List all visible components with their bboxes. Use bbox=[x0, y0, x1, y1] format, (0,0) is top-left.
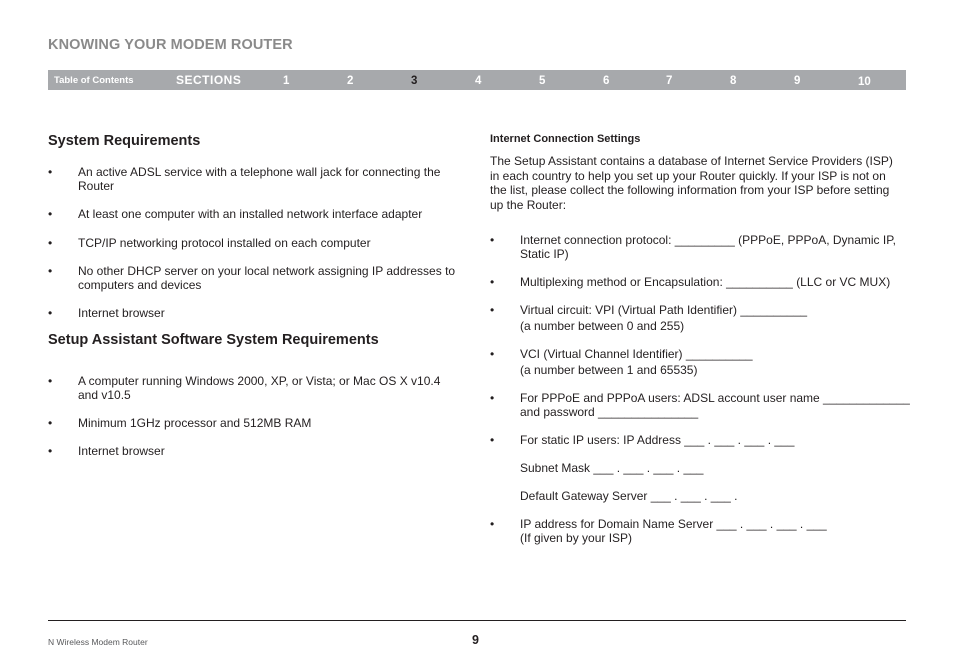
list-item bbox=[48, 444, 458, 458]
list-item bbox=[48, 306, 458, 320]
bullet-icon: • bbox=[490, 517, 495, 531]
list-item bbox=[48, 374, 458, 402]
section-link-3-current[interactable]: 3 bbox=[411, 75, 418, 87]
list-item-text: Virtual circuit: VPI (Virtual Path Identifier) __________ bbox=[520, 303, 808, 317]
list-item bbox=[48, 264, 458, 292]
list-item-note: (a number between 0 and 255) bbox=[520, 319, 685, 333]
list-item bbox=[48, 165, 458, 193]
section-link-2[interactable]: 2 bbox=[347, 75, 354, 87]
subnet-mask-line: Subnet Mask ___ . ___ . ___ . ___ bbox=[520, 461, 704, 475]
left-column bbox=[48, 133, 458, 458]
bullet-icon: • bbox=[48, 236, 53, 250]
list-item-text: TCP/IP networking protocol installed on each computer bbox=[78, 236, 371, 250]
list-item bbox=[490, 517, 920, 545]
bullet-icon: • bbox=[48, 207, 53, 221]
list-item-note: (a number between 1 and 65535) bbox=[520, 363, 698, 377]
list-item-note: (If given by your ISP) bbox=[520, 531, 633, 545]
list-item bbox=[48, 236, 458, 250]
list-item bbox=[48, 416, 458, 430]
bullet-icon: • bbox=[490, 433, 495, 447]
list-item bbox=[490, 391, 920, 419]
bullet-icon: • bbox=[490, 275, 495, 289]
bullet-icon: • bbox=[48, 444, 53, 458]
system-requirements-heading: System Requirements bbox=[48, 133, 201, 149]
list-item bbox=[490, 347, 920, 377]
bullet-icon: • bbox=[48, 306, 53, 320]
footer-product-name: N Wireless Modem Router bbox=[48, 637, 148, 647]
intro-paragraph: The Setup Assistant contains a database of Internet Service Providers (ISP) in each country to help you set up your Router quickly. If your ISP is not on the list, please collect the following information from your ISP before setting up the Router: bbox=[490, 154, 893, 212]
list-item bbox=[490, 433, 920, 503]
list-item-text: Minimum 1GHz processor and 512MB RAM bbox=[78, 416, 312, 430]
bullet-icon: • bbox=[490, 233, 495, 247]
bullet-icon: • bbox=[48, 264, 53, 278]
list-item-text: Internet browser bbox=[78, 306, 165, 320]
list-item bbox=[490, 303, 920, 333]
toc-link[interactable]: Table of Contents bbox=[54, 75, 134, 86]
list-item-text: No other DHCP server on your local network assigning IP addresses to computers and devices bbox=[78, 264, 456, 292]
connection-settings-list bbox=[490, 233, 920, 545]
sections-label: SECTIONS bbox=[176, 73, 242, 87]
bullet-icon: • bbox=[490, 347, 495, 361]
list-item-text: Multiplexing method or Encapsulation: __________ (LLC or VC MUX) bbox=[520, 275, 891, 289]
section-link-9[interactable]: 9 bbox=[794, 75, 801, 87]
section-link-8[interactable]: 8 bbox=[730, 75, 737, 87]
page-number: 9 bbox=[472, 633, 479, 647]
setup-assistant-requirements-heading: Setup Assistant Software System Requirements bbox=[48, 332, 379, 348]
list-item-text: For PPPoE and PPPoA users: ADSL account user name _____________ and password _______________ bbox=[520, 391, 910, 419]
section-link-6[interactable]: 6 bbox=[603, 75, 610, 87]
list-item bbox=[48, 207, 458, 221]
default-gateway-line: Default Gateway Server ___ . ___ . ___ . bbox=[520, 489, 738, 503]
list-item bbox=[490, 233, 920, 261]
system-requirements-list bbox=[48, 165, 458, 320]
list-item bbox=[490, 275, 920, 289]
list-item-text: A computer running Windows 2000, XP, or Vista; or Mac OS X v10.4 and v10.5 bbox=[78, 374, 441, 402]
footer-divider bbox=[48, 620, 906, 621]
right-column bbox=[490, 133, 920, 545]
section-link-4[interactable]: 4 bbox=[475, 75, 482, 87]
section-link-1[interactable]: 1 bbox=[283, 75, 290, 87]
section-nav-bar bbox=[48, 70, 906, 90]
list-item-text: Internet browser bbox=[78, 444, 165, 458]
bullet-icon: • bbox=[490, 391, 495, 405]
list-item-text: For static IP users: IP Address ___ . ___ . ___ . ___ bbox=[520, 433, 795, 447]
bullet-icon: • bbox=[48, 165, 53, 179]
bullet-icon: • bbox=[48, 374, 53, 388]
section-link-10[interactable]: 10 bbox=[858, 76, 871, 88]
setup-assistant-requirements-list bbox=[48, 374, 458, 458]
section-link-5[interactable]: 5 bbox=[539, 75, 546, 87]
list-item-text: IP address for Domain Name Server ___ . ___ . ___ . ___ bbox=[520, 517, 827, 531]
bullet-icon: • bbox=[48, 416, 53, 430]
section-link-7[interactable]: 7 bbox=[666, 75, 673, 87]
list-item-text: At least one computer with an installed network interface adapter bbox=[78, 207, 423, 221]
list-item-text: VCI (Virtual Channel Identifier) __________ bbox=[520, 347, 753, 361]
list-item-text: An active ADSL service with a telephone wall jack for connecting the Router bbox=[78, 165, 441, 193]
internet-connection-settings-heading: Internet Connection Settings bbox=[490, 133, 641, 145]
list-item-text: Internet connection protocol: _________ (PPPoE, PPPoA, Dynamic IP, Static IP) bbox=[520, 233, 897, 261]
bullet-icon: • bbox=[490, 303, 495, 317]
chapter-title: KNOWING YOUR MODEM ROUTER bbox=[48, 37, 293, 53]
